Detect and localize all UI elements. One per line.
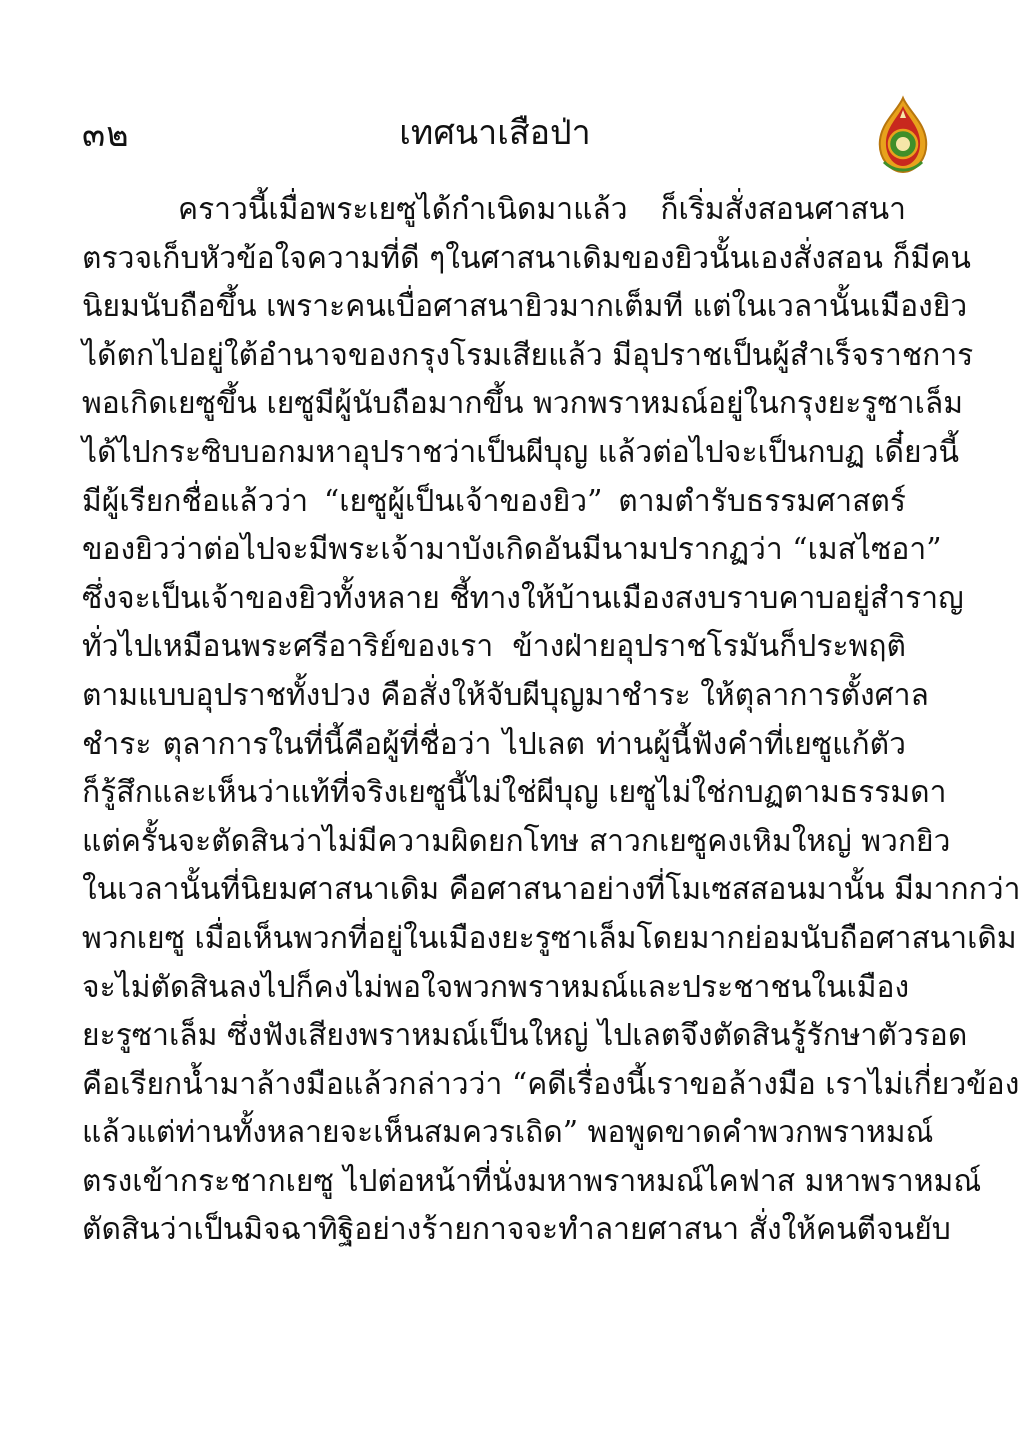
text-line: ได้ไปกระซิบบอกมหาอุปราชว่าเป็นผีบุญ แล้วต่อไปจะเป็นกบฏ เดี๋ยวนี้ — [82, 434, 959, 470]
text-line: ซึ่งจะเป็นเจ้าของยิวทั้งหลาย ชี้ทางให้บ้านเมืองสงบราบคาบอยู่สำราญ — [82, 580, 964, 616]
text-line: คือเรียกน้ำมาล้างมือแล้วกล่าวว่า “คดีเรื่องนี้เราขอล้างมือ เราไม่เกี่ยวข้อง — [82, 1066, 1020, 1102]
text-line: ยะรูซาเล็ม ซึ่งฟังเสียงพราหมณ์เป็นใหญ่ ไปเลตจึงตัดสินรู้รักษาตัวรอด — [82, 1018, 968, 1054]
text-line: คราวนี้เมื่อพระเยซูได้กำเนิดมาแล้ว ก็เริ่มสั่งสอนศาสนา — [178, 192, 906, 227]
text-line: แต่ครั้นจะตัดสินว่าไม่มีความผิดยกโทษ สาวกเยซูคงเหิมใหญ่ พวกยิว — [82, 823, 951, 859]
page-title: เทศนาเสือป่า — [399, 113, 591, 153]
text-line: แล้วแต่ท่านทั้งหลายจะเห็นสมควรเถิด” พอพูดขาดคำพวกพราหมณ์ — [82, 1115, 934, 1151]
body-text — [82, 186, 1020, 1255]
text-line: ตามแบบอุปราชทั้งปวง คือสั่งให้จับผีบุญมาชำระ ให้ตุลาการตั้งศาล — [82, 677, 929, 713]
text-line: ชำระ ตุลาการในที่นี้คือผู้ที่ชื่อว่า ไปเลต ท่านผู้นี้ฟังคำที่เยซูแก้ตัว — [82, 726, 906, 762]
text-line: ตรงเข้ากระชากเยซู ไปต่อหน้าที่นั่งมหาพราหมณ์ไคฟาส มหาพราหมณ์ — [82, 1163, 982, 1199]
text-line: พอเกิดเยซูขึ้น เยซูมีผู้นับถือมากขึ้น พวกพราหมณ์อยู่ในกรุงยะรูซาเล็ม — [82, 386, 964, 422]
text-line: ได้ตกไปอยู่ใต้อำนาจของกรุงโรมเสียแล้ว มีอุปราชเป็นผู้สำเร็จราชการ — [82, 337, 974, 373]
emblem-center — [896, 137, 910, 151]
text-line: พวกเยซู เมื่อเห็นพวกที่อยู่ในเมืองยะรูซาเล็มโดยมากย่อมนับถือศาสนาเดิม — [82, 920, 1017, 956]
text-line: มีผู้เรียกชื่อแล้วว่า “เยซูผู้เป็นเจ้าของยิว” ตามตำรับธรรมศาสตร์ — [82, 483, 906, 519]
emblem-logo-icon — [874, 96, 932, 176]
text-line: ตัดสินว่าเป็นมิจฉาทิฐิอย่างร้ายกาจจะทำลายศาสนา สั่งให้คนตีจนยับ — [82, 1212, 951, 1248]
text-line: ตรวจเก็บหัวข้อใจความที่ดี ๆในศาสนาเดิมของยิวนั้นเองสั่งสอน ก็มีคน — [82, 240, 971, 276]
text-line: นิยมนับถือขึ้น เพราะคนเบื่อศาสนายิวมากเต็มที แต่ในเวลานั้นเมืองยิว — [82, 289, 968, 325]
text-line: ทั่วไปเหมือนพระศรีอาริย์ของเรา ข้างฝ่ายอุปราชโรมันก็ประพฤติ — [82, 629, 906, 665]
text-line: จะไม่ตัดสินลงไปก็คงไม่พอใจพวกพราหมณ์และประชาชนในเมือง — [82, 969, 910, 1005]
text-line: ของยิวว่าต่อไปจะมีพระเจ้ามาบังเกิดอันมีนามปรากฏว่า “เมสไซอา” — [82, 532, 942, 568]
page-number: ๓๒ — [82, 115, 130, 155]
text-line: ในเวลานั้นที่นิยมศาสนาเดิม คือศาสนาอย่างที่โมเซสสอนมานั้น มีมากกว่า — [82, 872, 1020, 908]
text-line: ก็รู้สึกและเห็นว่าแท้ที่จริงเยซูนี้ไม่ใช่ผีบุญ เยซูไม่ใช่กบฏตามธรรมดา — [82, 775, 947, 811]
